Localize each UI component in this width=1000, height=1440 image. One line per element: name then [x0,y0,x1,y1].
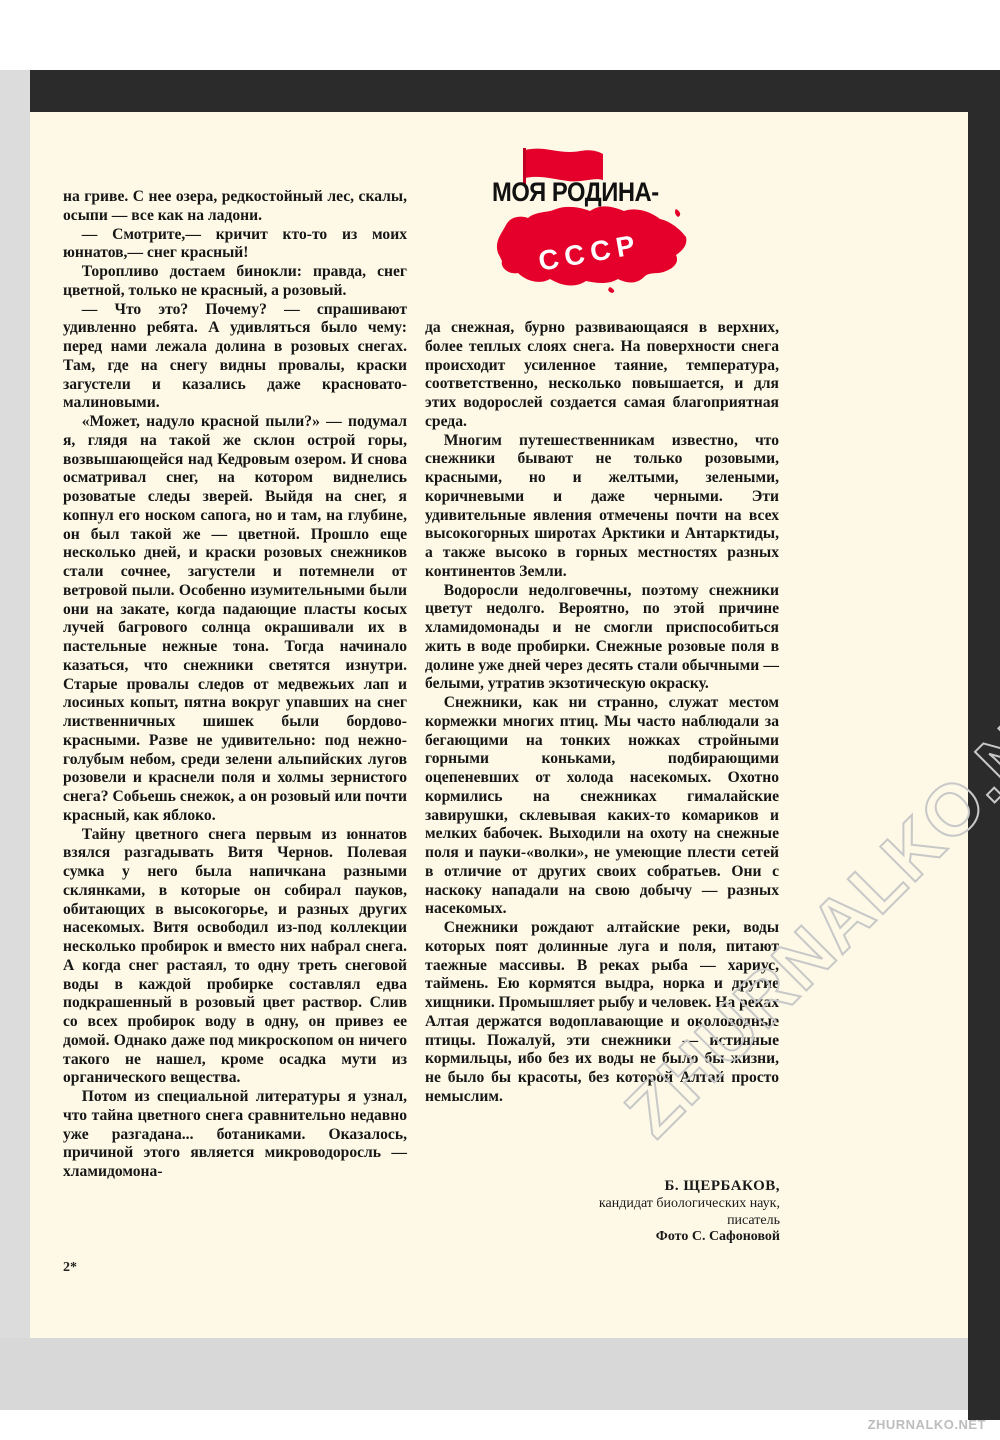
page-number: 2* [63,1260,77,1275]
photo-credit: Фото С. Сафоновой [655,1229,780,1244]
author-signature-block [599,1178,780,1245]
paragraph: Тайну цветного снега первым из юннатов взялся разгадывать Витя Чернов. Полевая сумка у него была напичкана разными склянками, в которые он собирал пауков, обитающих в высокогорье, и разных других насекомых. Витя освободил из-под коллекции несколько пробирок и вместо них набрал снега. А когда снег растаял, то одну треть снеговой воды в каждой пробирке составлял едва подкрашенный в розовый цвет раствор. Слив со всех пробирок воду в одну, он привез ее домой. Однако даже под микроскопом он ничего такого не нашел, кроме осадка мути из органического вещества. [63,825,407,1087]
paragraph: Торопливо достаем бинокли: правда, снег цветной, только не красный, а розовый. [63,263,407,299]
paragraph: — Что это? Почему? — спрашивают удивленно ребята. А удивляться было чему: перед нами лежала долина в розовых снегах. Там, где на снегу видны провалы, краски загустели и казались даже красновато-малиновыми. [63,300,407,412]
author-role-2: писатель [727,1213,780,1228]
paragraph: Снежники рождают алтайские реки, воды которых поят долинные луга и поля, питают таежные массивы. В реках рыба — хариус, таймень. Ею кормятся выдра, норка и другие хищники. Промышляет рыбу и человек. На реках Алтая держатся водоплавающие и околоводные птицы. Пожалуй, эти снежники — истинные кормильцы, ибо без их воды не было бы жизни, не было бы красоты, без которой Алтай просто немыслим. [425,919,779,1105]
paragraph: «Может, надуло красной пыли?» — подумал я, глядя на такой же склон острой горы, возвышающейся над Кедровым озером. И снова осматривал снег, на котором виднелись розоватые следы зверей. Выйдя на снег, я копнул его носком сапога, но и там, на глубине, он был такой же — цветной. Прошло еще несколько дней, и краски розовых снежников стали сочнее, загустели и потемнели от ветровой пыли. Особенно изумительными были они на закате, когда падающие пласты косых лучей багрового солнца окрашивали их в пастельные нежные тона. Тогда начинало казаться, что снежники светятся изнутри. Старые провалы следов от медвежьих лап и лосиных копыт, пятна вокруг упавших на снег лиственничных шишек были бордово-красными. Разве не удивительно: под нежно-голубым небом, среди зелени альпийских лугов розовели и краснели поля и холмы зернистого снега? Собьешь снежок, а он розовый или почти красный, как яблоко. [63,413,407,824]
article-column-left [63,188,407,1182]
map-text-ussr: СССР [535,228,644,277]
ussr-map-header-graphic [490,145,690,295]
paragraph: — Смотрите,— кричит кто-то из моих юннатов,— снег красный! [63,225,407,262]
paragraph: Водоросли недолговечны, поэтому снежники цветут недолго. Вероятно, по этой причине хламидомонады и не смогли приспособиться жить в воде пробирки. Снежные розовые поля в долине уже дней через десять стали обычными — белыми, утратив экзотическую окраску. [425,581,779,693]
author-name: Б. ЩЕРБАКОВ, [664,1178,780,1194]
paragraph: Потом из специальной литературы я узнал, что тайна цветного снега сравнительно недавно уже разгадана... ботаниками. Оказалось, причиной этого является микроводоросль — хламидомона- [63,1088,407,1180]
paragraph: на гриве. С нее озера, редкостойный лес, скалы, осыпи — все как на ладони. [63,188,407,224]
paragraph: да снежная, бурно развивающаяся в верхних, более теплых слоях снега. На поверхности снега происходит усиленное таяние, температура, соответственно, несколько повышается, и для этих водорослей создается самая благоприятная среда. [425,319,779,430]
scan-border-left [0,70,30,1410]
scan-border-bottom [0,1338,968,1410]
author-role: кандидат биологических наук, [598,1196,780,1211]
site-url-caption: ZHURNALKO.NET [867,1417,986,1432]
rubric-title: МОЯ РОДИНА- [492,177,659,207]
scan-border-top [0,70,1000,112]
paragraph: Снежники, как ни странно, служат местом кормежки многих птиц. Мы часто наблюдали за бегающими на тонких ножках стройными горными коньками, подбирающими оцепеневших от холода насекомых. Охотно кормились на снежниках гималайские завирушки, склевывая каких-то комариков и мелких бабочек. Выходили на охоту на снежные поля и пауки-«волки», не умеющие плести сетей в отличие от других своих собратьев. Они с наскоку нападали на свою добычу — разных насекомых. [425,694,779,918]
paragraph: Многим путешественникам известно, что снежники бывают не только розовыми, красными, но и желтыми, зелеными, коричневыми и даже черными. Эти удивительные явления отмечены почти на всех высокогорных широтах Арктики и Антарктиды, а также высоко в горных местностях разных континентов Земли. [425,431,779,580]
